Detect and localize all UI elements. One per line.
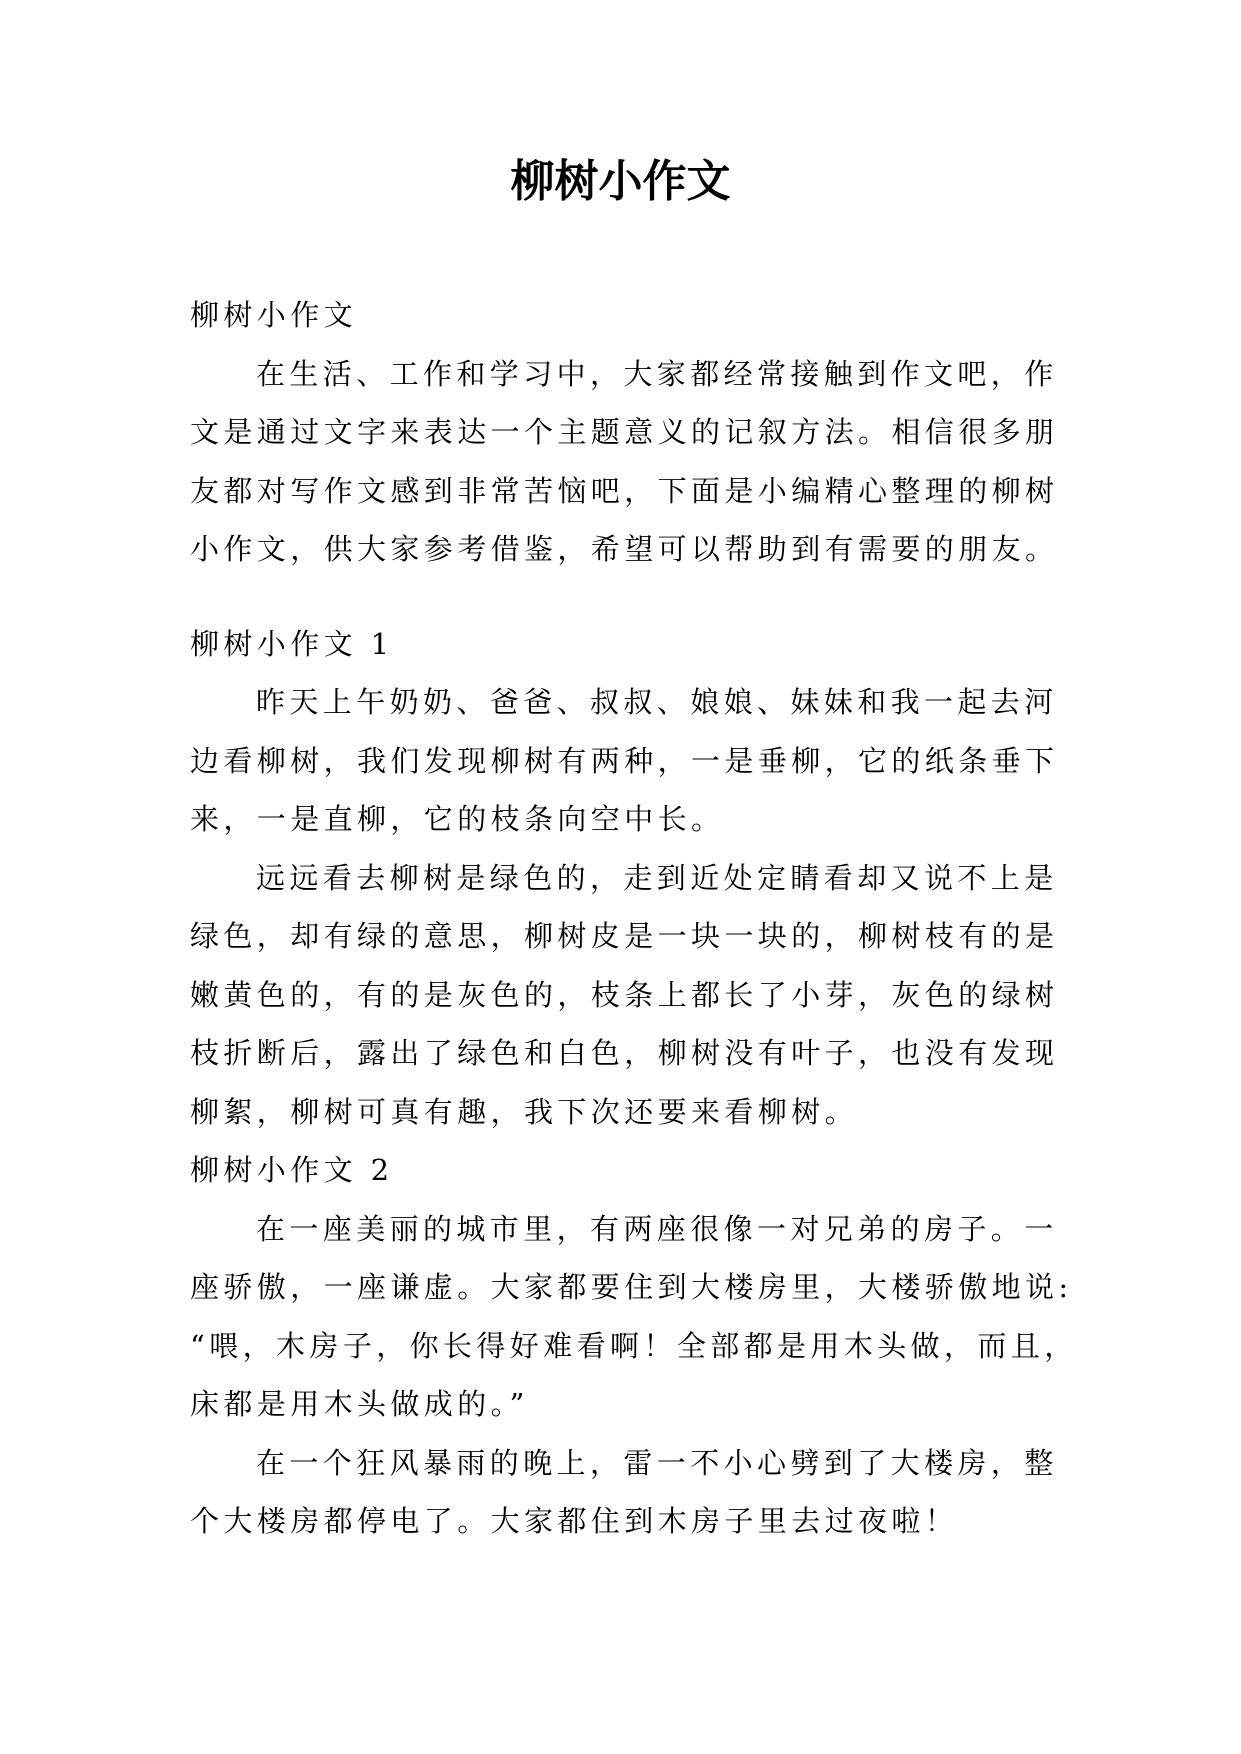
section-heading-1: 柳树小作文 1 — [190, 626, 394, 661]
paragraph-line: 昨天上午奶奶、爸爸、叔叔、娘娘、妹妹和我一起去河 — [256, 685, 1058, 719]
section-heading-intro: 柳树小作文 — [190, 298, 358, 332]
section-gap — [190, 579, 1070, 615]
document-title: 柳树小作文 — [510, 156, 731, 207]
paragraph-line: 个大楼房都停电了。大家都住到木房子里去过夜啦！ — [190, 1504, 959, 1538]
paragraph-line: 文是通过文字来表达一个主题意义的记叙方法。相信很多朋 — [190, 415, 1059, 449]
paragraph-line: 嫩黄色的，有的是灰色的，枝条上都长了小芽，灰色的绿树 — [190, 977, 1059, 1012]
essay-1-paragraph-1 — [190, 673, 1070, 849]
document-body — [190, 286, 1078, 1551]
paragraph-line: “喂，木房子，你长得好难看啊！全部都是用木头做，而且， — [190, 1328, 1078, 1363]
paragraph-line: 远远看去柳树是绿色的，走到近处定睛看却又说不上是 — [256, 860, 1058, 895]
paragraph-line: 在生活、工作和学习中，大家都经常接触到作文吧，作 — [256, 356, 1058, 391]
paragraph-line: 柳絮，柳树可真有趣，我下次还要来看柳树。 — [190, 1094, 859, 1129]
essay-2-paragraph-2 — [190, 1434, 1070, 1551]
section-heading-2: 柳树小作文 2 — [190, 1153, 394, 1187]
paragraph-line: 来，一是直柳，它的枝条向空中长。 — [190, 802, 725, 836]
paragraph-line: 床都是用木头做成的。” — [190, 1387, 529, 1421]
essay-2-paragraph-1 — [190, 1200, 1078, 1434]
paragraph-line: 枝折断后，露出了绿色和白色，柳树没有叶子，也没有发现 — [190, 1036, 1059, 1070]
paragraph-line: 小作文，供大家参考借鉴，希望可以帮助到有需要的朋友。 — [190, 532, 1059, 566]
paragraph-line: 座骄傲，一座谦虚。大家都要住到大楼房里，大楼骄傲地说: — [190, 1270, 1073, 1304]
paragraph-line: 友都对写作文感到非常苦恼吧，下面是小编精心整理的柳树 — [190, 473, 1059, 508]
paragraph-line: 边看柳树，我们发现柳树有两种，一是垂柳，它的纸条垂下 — [190, 743, 1059, 778]
paragraph-line: 绿色，却有绿的意思，柳树皮是一块一块的，柳树枝有的是 — [190, 919, 1059, 953]
paragraph-line: 在一个狂风暴雨的晚上，雷一不小心劈到了大楼房，整 — [256, 1445, 1058, 1480]
paragraph-line: 在一座美丽的城市里，有两座很像一对兄弟的房子。一 — [256, 1211, 1058, 1246]
essay-1-paragraph-2 — [190, 849, 1070, 1142]
intro-paragraph — [190, 345, 1070, 579]
